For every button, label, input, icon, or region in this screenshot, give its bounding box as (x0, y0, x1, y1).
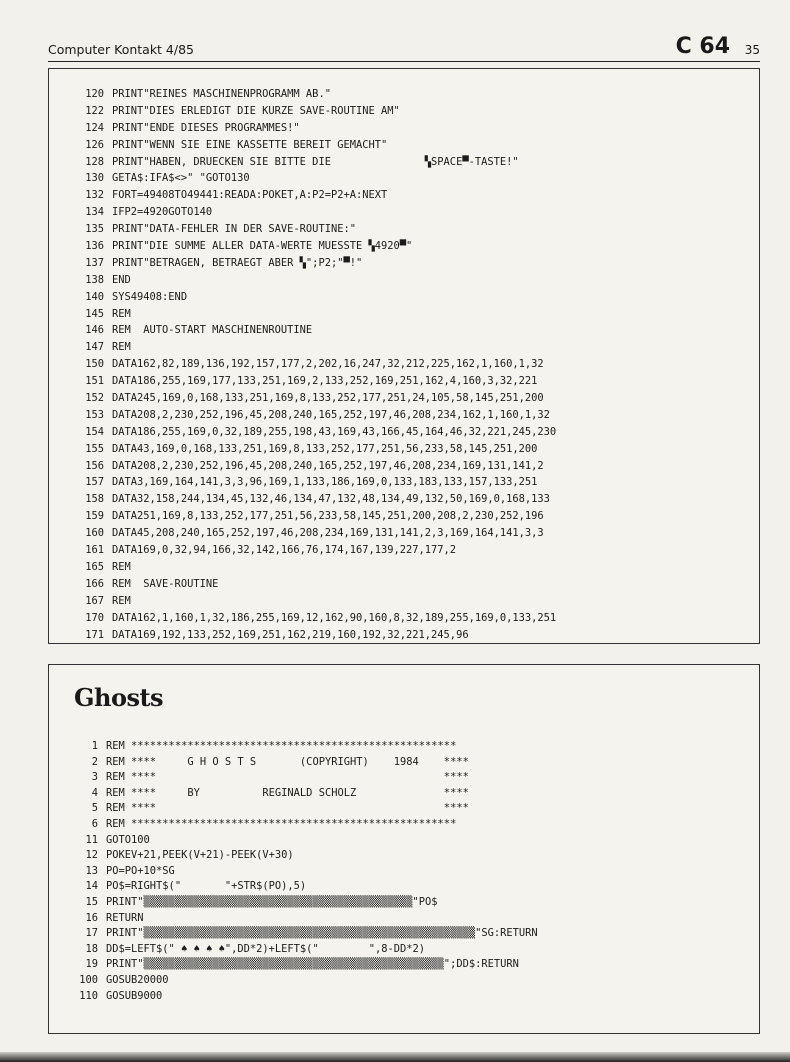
ghosts-listing (48, 664, 760, 1034)
line-code: PRINT"BETRAGEN, BETRAEGT ABER ▚";P2;"▀!" (112, 256, 363, 269)
line-number: 16 (85, 911, 98, 924)
line-number: 17 (85, 927, 98, 940)
magazine-title: Computer Kontakt 4/85 (48, 42, 195, 57)
line-number: 132 (85, 189, 104, 202)
line-code: REM (112, 341, 131, 354)
code-line (74, 356, 556, 373)
line-code: DATA45,208,240,165,252,197,46,208,234,169,131,141,2,3,169,164,141,3,3 (112, 527, 544, 540)
line-code: REM **** **** (106, 802, 469, 815)
code-line (74, 204, 556, 221)
page-header (48, 34, 760, 60)
line-number: 15 (85, 895, 98, 908)
code-line (74, 627, 556, 644)
code-line (74, 593, 556, 610)
code-line (74, 221, 556, 238)
code-line (74, 187, 556, 204)
line-code: PRINT"DATA-FEHLER IN DER SAVE-ROUTINE:" (112, 223, 356, 236)
line-code: DATA251,169,8,133,252,177,251,56,233,58,145,251,200,208,2,230,252,196 (112, 510, 544, 523)
code-line (74, 458, 556, 475)
code-line (68, 739, 538, 755)
line-code: PO$=RIGHT$(" "+STR$(PO),5) (106, 880, 307, 893)
line-code: REM (112, 307, 131, 320)
line-number: 134 (85, 206, 104, 219)
line-code: PRINT"DIES ERLEDIGT DIE KURZE SAVE-ROUTINE AM" (112, 104, 400, 117)
code-line (74, 238, 556, 255)
line-code: PRINT"▒▒▒▒▒▒▒▒▒▒▒▒▒▒▒▒▒▒▒▒▒▒▒▒▒▒▒▒▒▒▒▒▒▒▒▒▒▒▒▒▒▒▒▒▒▒▒▒▒▒▒▒▒"SG:RETURN (106, 927, 538, 940)
line-number: 155 (85, 442, 104, 455)
code-line (74, 289, 556, 306)
line-number: 137 (85, 256, 104, 269)
line-number: 14 (85, 880, 98, 893)
code-line (68, 926, 538, 942)
code-line (74, 610, 556, 627)
line-number: 12 (85, 849, 98, 862)
code-line (74, 373, 556, 390)
line-number: 167 (85, 594, 104, 607)
line-number: 152 (85, 392, 104, 405)
line-code: DATA186,255,169,0,32,189,255,198,43,169,43,166,45,164,46,32,221,245,230 (112, 425, 557, 438)
line-number: 154 (85, 425, 104, 438)
line-number: 1 (91, 740, 98, 752)
line-number: 19 (85, 958, 98, 971)
code-line (74, 474, 556, 491)
line-number: 6 (91, 817, 98, 830)
code-line (74, 272, 556, 289)
line-number: 171 (85, 628, 104, 641)
line-number: 11 (85, 833, 98, 846)
code-line (74, 508, 556, 525)
code-line (74, 137, 556, 154)
line-number: 153 (85, 408, 104, 421)
code-line (68, 817, 538, 833)
code-line (74, 441, 556, 458)
line-number: 157 (85, 476, 104, 489)
line-number: 147 (85, 341, 104, 354)
line-number: 124 (85, 121, 104, 134)
line-number: 130 (85, 172, 104, 185)
code-line (68, 895, 538, 911)
line-number: 18 (85, 942, 98, 955)
code-line (74, 390, 556, 407)
code-line (74, 170, 556, 187)
line-code: PRINT"WENN SIE EINE KASSETTE BEREIT GEMACHT" (112, 138, 388, 151)
line-code: REM (112, 560, 131, 573)
line-number: 166 (85, 577, 104, 590)
line-code: REM **** BY REGINALD SCHOLZ **** (106, 786, 469, 799)
line-code: END (112, 273, 131, 286)
line-code: DATA169,0,32,94,166,32,142,166,76,174,167,139,227,177,2 (112, 544, 457, 557)
line-code: DD$=LEFT$(" ♠ ♠ ♠ ♠",DD*2)+LEFT$(" ",8-DD*2) (106, 942, 426, 955)
code-line (74, 424, 556, 441)
line-code: DATA162,82,189,136,192,157,177,2,202,16,247,32,212,225,162,1,160,1,32 (112, 358, 544, 371)
code-line (68, 801, 538, 817)
code-line (74, 86, 556, 103)
line-code: REM AUTO-START MASCHINENROUTINE (112, 324, 313, 337)
code-line (68, 770, 538, 786)
code-line (74, 339, 556, 356)
line-number: 110 (79, 989, 98, 1002)
line-code: REM SAVE-ROUTINE (112, 577, 219, 590)
line-code: POKEV+21,PEEK(V+21)-PEEK(V+30) (106, 849, 294, 862)
line-number: 120 (85, 88, 104, 100)
code-line (68, 989, 538, 1005)
code-line (74, 154, 556, 171)
line-code: REM **************************************************** (106, 817, 457, 830)
line-number: 159 (85, 510, 104, 523)
line-number: 160 (85, 527, 104, 540)
line-number: 151 (85, 375, 104, 388)
line-number: 5 (91, 802, 98, 815)
line-number: 145 (85, 307, 104, 320)
line-number: 136 (85, 240, 104, 253)
line-number: 2 (91, 755, 98, 768)
line-code: GOTO100 (106, 833, 150, 846)
line-code: DATA208,2,230,252,196,45,208,240,165,252,197,46,208,234,169,131,141,2 (112, 459, 544, 472)
line-code: DATA169,192,133,252,169,251,162,219,160,192,32,221,245,96 (112, 628, 469, 641)
section-tag: C 64 (675, 34, 730, 59)
line-code: DATA208,2,230,252,196,45,208,240,165,252,197,46,208,234,162,1,160,1,32 (112, 408, 550, 421)
code-lines (74, 86, 556, 643)
line-number: 135 (85, 223, 104, 236)
code-line (74, 407, 556, 424)
save-routine-listing (48, 68, 760, 644)
code-line (68, 957, 538, 973)
line-code: PRINT"▒▒▒▒▒▒▒▒▒▒▒▒▒▒▒▒▒▒▒▒▒▒▒▒▒▒▒▒▒▒▒▒▒▒▒▒▒▒▒▒▒▒▒▒▒▒▒▒";DD$:RETURN (106, 958, 519, 971)
line-number: 140 (85, 290, 104, 303)
line-number: 4 (91, 786, 98, 799)
line-code: RETURN (106, 911, 144, 924)
code-line (68, 755, 538, 771)
line-number: 13 (85, 864, 98, 877)
line-code: REM (112, 594, 131, 607)
code-line (68, 833, 538, 849)
line-code: REM **************************************************** (106, 740, 457, 752)
code-line (74, 525, 556, 542)
page-edge-shadow (0, 1052, 790, 1062)
code-line (74, 576, 556, 593)
line-code: PRINT"▒▒▒▒▒▒▒▒▒▒▒▒▒▒▒▒▒▒▒▒▒▒▒▒▒▒▒▒▒▒▒▒▒▒▒▒▒▒▒▒▒▒▒"PO$ (106, 895, 438, 908)
code-line (74, 322, 556, 339)
line-code: GETA$:IFA$<>" "GOTO130 (112, 172, 250, 185)
line-code: PRINT"DIE SUMME ALLER DATA-WERTE MUESSTE ▚4920▀" (112, 240, 413, 253)
code-line (74, 120, 556, 137)
program-title: Ghosts (74, 683, 164, 712)
code-lines (68, 739, 538, 1004)
line-number: 146 (85, 324, 104, 337)
code-line (74, 255, 556, 272)
line-code: DATA43,169,0,168,133,251,169,8,133,252,177,251,56,233,58,145,251,200 (112, 442, 538, 455)
code-line (68, 879, 538, 895)
line-code: DATA162,1,160,1,32,186,255,169,12,162,90,160,8,32,189,255,169,0,133,251 (112, 611, 557, 624)
line-code: IFP2=4920GOTO140 (112, 206, 213, 219)
line-number: 138 (85, 273, 104, 286)
line-code: PO=PO+10*SG (106, 864, 175, 877)
line-code: DATA186,255,169,177,133,251,169,2,133,252,169,251,162,4,160,3,32,221 (112, 375, 538, 388)
line-code: SYS49408:END (112, 290, 188, 303)
line-code: DATA32,158,244,134,45,132,46,134,47,132,48,134,49,132,50,169,0,168,133 (112, 493, 550, 506)
code-line (74, 559, 556, 576)
line-number: 165 (85, 560, 104, 573)
line-code: REM **** G H O S T S (COPYRIGHT) 1984 **** (106, 755, 469, 768)
line-code: FORT=49408TO49441:READA:POKET,A:P2=P2+A:NEXT (112, 189, 388, 202)
code-line (68, 786, 538, 802)
code-line (74, 306, 556, 323)
line-code: DATA245,169,0,168,133,251,169,8,133,252,177,251,24,105,58,145,251,200 (112, 392, 544, 405)
line-number: 150 (85, 358, 104, 371)
line-number: 128 (85, 155, 104, 168)
line-number: 122 (85, 104, 104, 117)
line-code: PRINT"HABEN, DRUECKEN SIE BITTE DIE ▚SPACE▀-TASTE!" (112, 155, 519, 168)
code-line (74, 542, 556, 559)
code-line (68, 911, 538, 927)
line-code: GOSUB20000 (106, 973, 169, 986)
code-line (68, 864, 538, 880)
line-number: 100 (79, 973, 98, 986)
line-number: 161 (85, 544, 104, 557)
line-number: 158 (85, 493, 104, 506)
code-line (68, 973, 538, 989)
line-number: 170 (85, 611, 104, 624)
line-code: PRINT"ENDE DIESES PROGRAMMES!" (112, 121, 300, 134)
line-code: DATA3,169,164,141,3,3,96,169,1,133,186,169,0,133,183,133,157,133,251 (112, 476, 538, 489)
code-line (74, 491, 556, 508)
line-code: PRINT"REINES MASCHINENPROGRAMM AB." (112, 88, 331, 100)
line-number: 3 (91, 771, 98, 784)
line-code: GOSUB9000 (106, 989, 163, 1002)
line-number: 156 (85, 459, 104, 472)
line-code: REM **** **** (106, 771, 469, 784)
header-rule (48, 61, 760, 62)
line-number: 126 (85, 138, 104, 151)
page-number: 35 (744, 43, 760, 57)
code-line (74, 103, 556, 120)
code-line (68, 848, 538, 864)
code-line (68, 942, 538, 958)
